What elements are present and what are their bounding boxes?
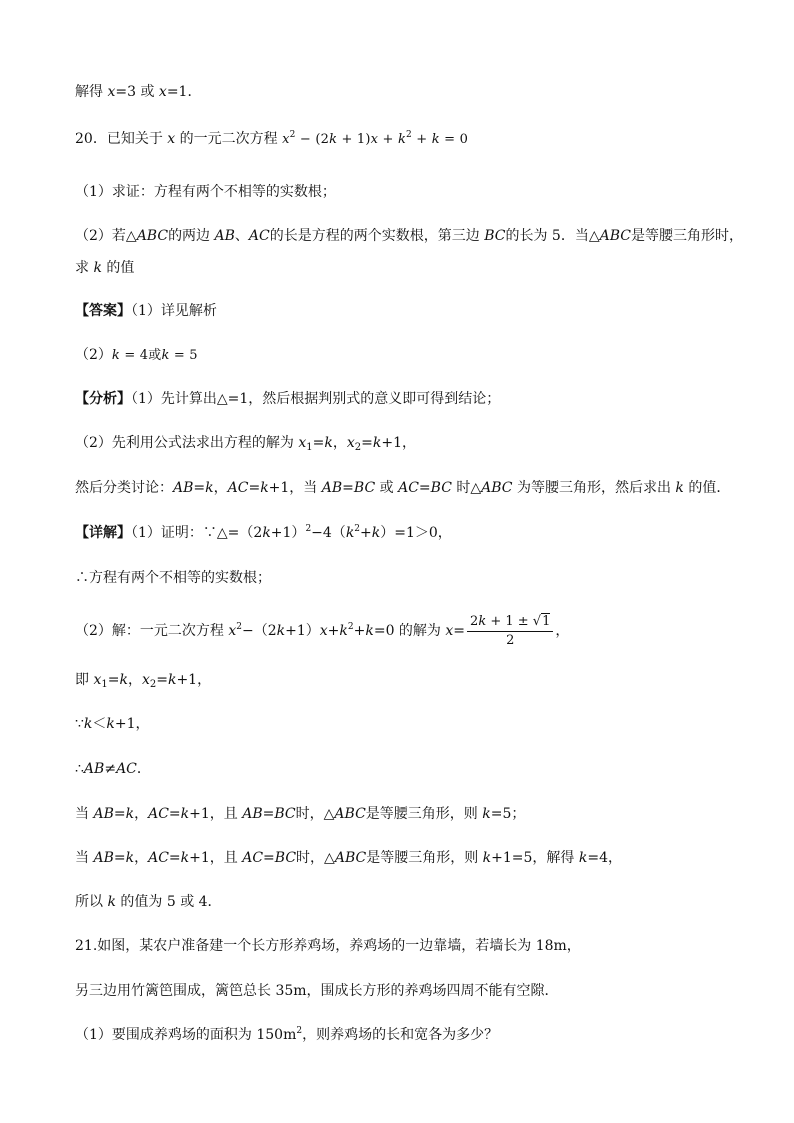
math-glyph: √ — [532, 613, 542, 629]
text-segment: 当 — [75, 806, 94, 822]
text-segment: ABC — [334, 806, 366, 822]
text-segment: 是等腰三角形，则 — [365, 806, 483, 822]
text-segment: ABC — [334, 850, 367, 866]
analysis-line — [75, 389, 500, 409]
text-segment: k — [125, 850, 135, 866]
text-segment: ≠ — [104, 761, 117, 777]
text-segment: k — [371, 525, 381, 541]
text-segment: = — [312, 435, 325, 451]
text-segment: = — [168, 806, 181, 822]
equation — [282, 132, 468, 147]
detail-label: 【详解】 — [75, 525, 131, 541]
var: x — [107, 84, 116, 100]
text-segment: 的值为 5 或 4． — [115, 894, 222, 910]
fraction — [467, 613, 553, 650]
text-segment: 2 — [354, 524, 361, 534]
text-segment: 是等腰三角形时， — [630, 228, 743, 244]
text-segment: ， — [134, 806, 149, 822]
text-segment: k — [262, 525, 271, 541]
text-segment: AC — [398, 480, 419, 496]
text-segment: AC — [242, 850, 264, 866]
text-segment: （2） — [75, 347, 112, 363]
text-segment: = 0 — [439, 132, 469, 147]
analysis-line-2 — [75, 433, 416, 455]
detail-line-3 — [75, 612, 569, 652]
text-segment: k — [482, 806, 491, 822]
text-segment: +1， — [114, 716, 150, 732]
text-segment: = — [361, 435, 373, 451]
text-segment: 即 — [75, 672, 94, 688]
question-21-stem — [75, 936, 581, 956]
text-segment: +1， — [176, 672, 212, 688]
text-segment: +1=5，解得 — [491, 850, 579, 866]
text: （1）求证：方程有两个不相等的实数根； — [75, 184, 336, 200]
text-segment: AC — [148, 806, 169, 822]
detail-line-4 — [75, 670, 211, 692]
text-segment: = — [113, 850, 126, 866]
text-segment: ∴方程有两个不相等的实数根； — [75, 570, 271, 586]
text-segment: k — [397, 132, 407, 147]
text-segment: （1）证明：∵△=（2 — [131, 525, 263, 541]
text-segment: 或 — [375, 480, 399, 496]
var: x — [158, 84, 167, 100]
question-20-part-2-cont — [75, 258, 134, 278]
answer-part-2 — [75, 345, 198, 366]
text-segment: ，则养鸡场的长和宽各为多少？ — [302, 1027, 499, 1043]
text-segment: k — [345, 525, 355, 541]
text-segment: k — [93, 260, 102, 276]
solution-line — [75, 82, 201, 102]
text-segment: （2）若△ — [75, 228, 137, 244]
text-segment: =4， — [587, 850, 622, 866]
text-segment: BC — [484, 228, 506, 244]
text-segment: +1） — [285, 623, 320, 639]
text-segment: ， — [127, 672, 142, 688]
text-segment: = — [342, 480, 354, 496]
text-segment: k — [125, 806, 135, 822]
detail-line — [75, 523, 452, 545]
text: 20．已知关于 — [75, 131, 168, 147]
text-segment: BC — [274, 850, 297, 866]
math-glyph — [112, 348, 198, 363]
text-segment: k — [329, 132, 338, 147]
text-segment: x — [93, 672, 102, 688]
text-segment: ， — [134, 850, 149, 866]
text-segment: k — [431, 132, 440, 147]
text-segment: k — [324, 435, 333, 451]
text-segment: = — [156, 672, 168, 688]
text-segment: （1）先计算出△=1，然后根据判别式的意义即可得到结论； — [131, 391, 501, 407]
text-segment: −（2 — [242, 623, 277, 639]
text-segment: 2 — [347, 622, 354, 632]
detail-line-5 — [75, 714, 150, 734]
text-segment: k — [372, 435, 382, 451]
text-segment: + — [353, 623, 366, 639]
text-segment: k — [180, 850, 190, 866]
text-segment: AB — [321, 480, 343, 496]
text-segment: ＜ — [92, 716, 107, 732]
text-segment: k — [180, 806, 190, 822]
text-segment: （1）详见解析 — [131, 303, 217, 319]
text-segment: = — [248, 480, 261, 496]
text-segment: 2 — [470, 613, 479, 629]
text-segment: AC — [116, 761, 137, 777]
analysis-line-3 — [75, 478, 730, 498]
text-segment: AB — [83, 761, 105, 777]
text-segment: k — [106, 716, 115, 732]
text: =3 或 — [115, 84, 159, 100]
text-segment: 的值． — [683, 480, 731, 496]
text-segment: BC — [430, 480, 452, 496]
text: 的一元二次方程 — [175, 131, 283, 147]
text-segment: ， — [555, 623, 570, 639]
text-segment: BC — [353, 480, 376, 496]
text-segment: +1， — [381, 435, 416, 451]
text-segment: k — [365, 623, 374, 639]
text-segment: ABC — [599, 228, 631, 244]
text-segment: AB — [173, 480, 194, 496]
text-segment: 2 — [236, 622, 242, 632]
text-segment: = — [418, 480, 431, 496]
text-segment: 求 — [75, 260, 94, 276]
text-segment: +1，当 — [268, 480, 322, 496]
text-segment: k — [161, 348, 170, 363]
text-segment: AB — [93, 850, 114, 866]
text-segment: k — [578, 850, 588, 866]
text-segment: x — [370, 132, 379, 147]
text-segment: + — [327, 623, 340, 639]
text-segment: 的值 — [101, 260, 135, 276]
text-segment: AC — [148, 850, 169, 866]
var: x — [167, 131, 176, 147]
text-segment: 的长为 5．当△ — [505, 228, 600, 244]
text-segment: x — [346, 435, 355, 451]
text-segment: − (2 — [295, 132, 330, 147]
text-segment: = — [453, 623, 466, 639]
text-segment: = — [263, 850, 275, 866]
text-segment: 2 — [296, 1026, 303, 1036]
text-segment: = 4或 — [120, 348, 162, 363]
text-segment: 2 — [506, 632, 515, 648]
question-20-part-2 — [75, 226, 743, 246]
text-segment: + 1) — [337, 132, 371, 147]
question-21-part-1 — [75, 1025, 498, 1047]
text-segment: AC — [248, 228, 270, 244]
text-segment: ）=1＞0， — [380, 525, 452, 541]
text-segment: 所以 — [75, 894, 108, 910]
text-segment: 为等腰三角形，然后求出 — [512, 480, 676, 496]
detail-line-6 — [75, 759, 151, 779]
text-segment: k — [339, 623, 348, 639]
text-segment: k — [675, 480, 684, 496]
text-segment: BC — [274, 806, 296, 822]
text-segment: 2 — [406, 130, 412, 140]
text-segment: x — [228, 623, 237, 639]
text-segment: 当 — [75, 850, 94, 866]
text-segment: （2）先利用公式法求出方程的解为 — [75, 435, 299, 451]
detail-line-2 — [75, 568, 271, 588]
text-segment: k — [83, 716, 93, 732]
text-segment: 2 — [149, 679, 157, 690]
text-segment: 然后分类讨论： — [75, 480, 173, 496]
text-segment: 2 — [289, 130, 296, 140]
text-segment: AB — [93, 806, 114, 822]
text-segment: 2 — [354, 442, 362, 453]
text-segment: AB — [214, 228, 235, 244]
text-segment: k — [276, 623, 286, 639]
math-glyph — [467, 613, 553, 632]
text-segment: （1）要围成养鸡场的面积为 150m — [75, 1027, 297, 1043]
text-segment: −4（ — [311, 525, 346, 541]
text-segment: 另三边用竹篱笆围成，篱笆总长 35m，围成长方形的养鸡场四周不能有空隙． — [75, 983, 559, 999]
text-segment: =0 的解为 — [373, 623, 446, 639]
text: =1． — [166, 84, 202, 100]
question-20-stem — [75, 129, 468, 151]
detail-line-8 — [75, 848, 622, 868]
text-segment: + — [378, 132, 398, 147]
text-segment: ABC — [136, 228, 169, 244]
text-segment: + — [360, 525, 372, 541]
text-segment: AC — [227, 480, 249, 496]
text-segment: = — [193, 480, 206, 496]
text-segment: k — [482, 850, 492, 866]
text-segment: 1 — [542, 613, 551, 629]
text-segment: ． — [136, 761, 151, 777]
text-segment: x — [298, 435, 307, 451]
text-segment: x — [141, 672, 150, 688]
text-segment: k — [107, 894, 116, 910]
detail-line-9 — [75, 892, 222, 912]
text-segment: 1 — [306, 442, 313, 453]
question-20-part-1 — [75, 182, 336, 202]
detail-line-7 — [75, 804, 525, 824]
text-segment: x — [319, 623, 328, 639]
text-segment: k — [119, 672, 128, 688]
text-segment: 1 — [101, 679, 108, 690]
text-segment: +1，且 — [189, 850, 243, 866]
text-segment: k — [205, 480, 214, 496]
text-segment: ABC — [481, 480, 513, 496]
text-segment: 是等腰三角形，则 — [366, 850, 483, 866]
text-segment: +1） — [270, 525, 306, 541]
text-segment: = 5 — [169, 348, 198, 363]
text-segment: ， — [213, 480, 228, 496]
text-segment: = — [262, 806, 275, 822]
text-segment: 21.如图，某农户准备建一个长方形养鸡场，养鸡场的一边靠墙，若墙长为 18m， — [75, 938, 581, 954]
text-segment: （2）解：一元二次方程 — [75, 623, 229, 639]
text-segment: +1，且 — [189, 806, 243, 822]
text-segment: k — [167, 672, 177, 688]
text-segment: 时，△ — [296, 850, 335, 866]
text-segment: = — [107, 672, 120, 688]
text-segment: x — [282, 132, 290, 147]
text-segment: + 1 ± — [486, 613, 533, 629]
text-segment: ∵ — [75, 716, 84, 732]
text-segment: x — [445, 623, 454, 639]
analysis-label: 【分析】 — [75, 391, 131, 407]
text-segment: 、 — [234, 228, 249, 244]
text-segment: 时△ — [451, 480, 482, 496]
answer-line — [75, 301, 217, 321]
answer-label: 【答案】 — [75, 303, 131, 319]
text-segment: k — [478, 613, 487, 629]
text-segment: k — [260, 480, 269, 496]
text-segment: 的长是方程的两个实数根，第三边 — [269, 228, 485, 244]
text-segment: = — [113, 806, 126, 822]
text-segment: 2 — [305, 524, 312, 534]
text-segment: 时，△ — [295, 806, 335, 822]
question-21-stem-cont — [75, 981, 559, 1001]
text-segment: + — [411, 132, 432, 147]
text-segment: 的两边 — [168, 228, 215, 244]
text-segment: AB — [242, 806, 263, 822]
text: 解得 — [75, 84, 108, 100]
text-segment: = — [168, 850, 181, 866]
text-segment: =5； — [490, 806, 526, 822]
text-segment: k — [111, 348, 120, 363]
text-segment: ∴ — [75, 761, 84, 777]
text-segment: ， — [332, 435, 347, 451]
